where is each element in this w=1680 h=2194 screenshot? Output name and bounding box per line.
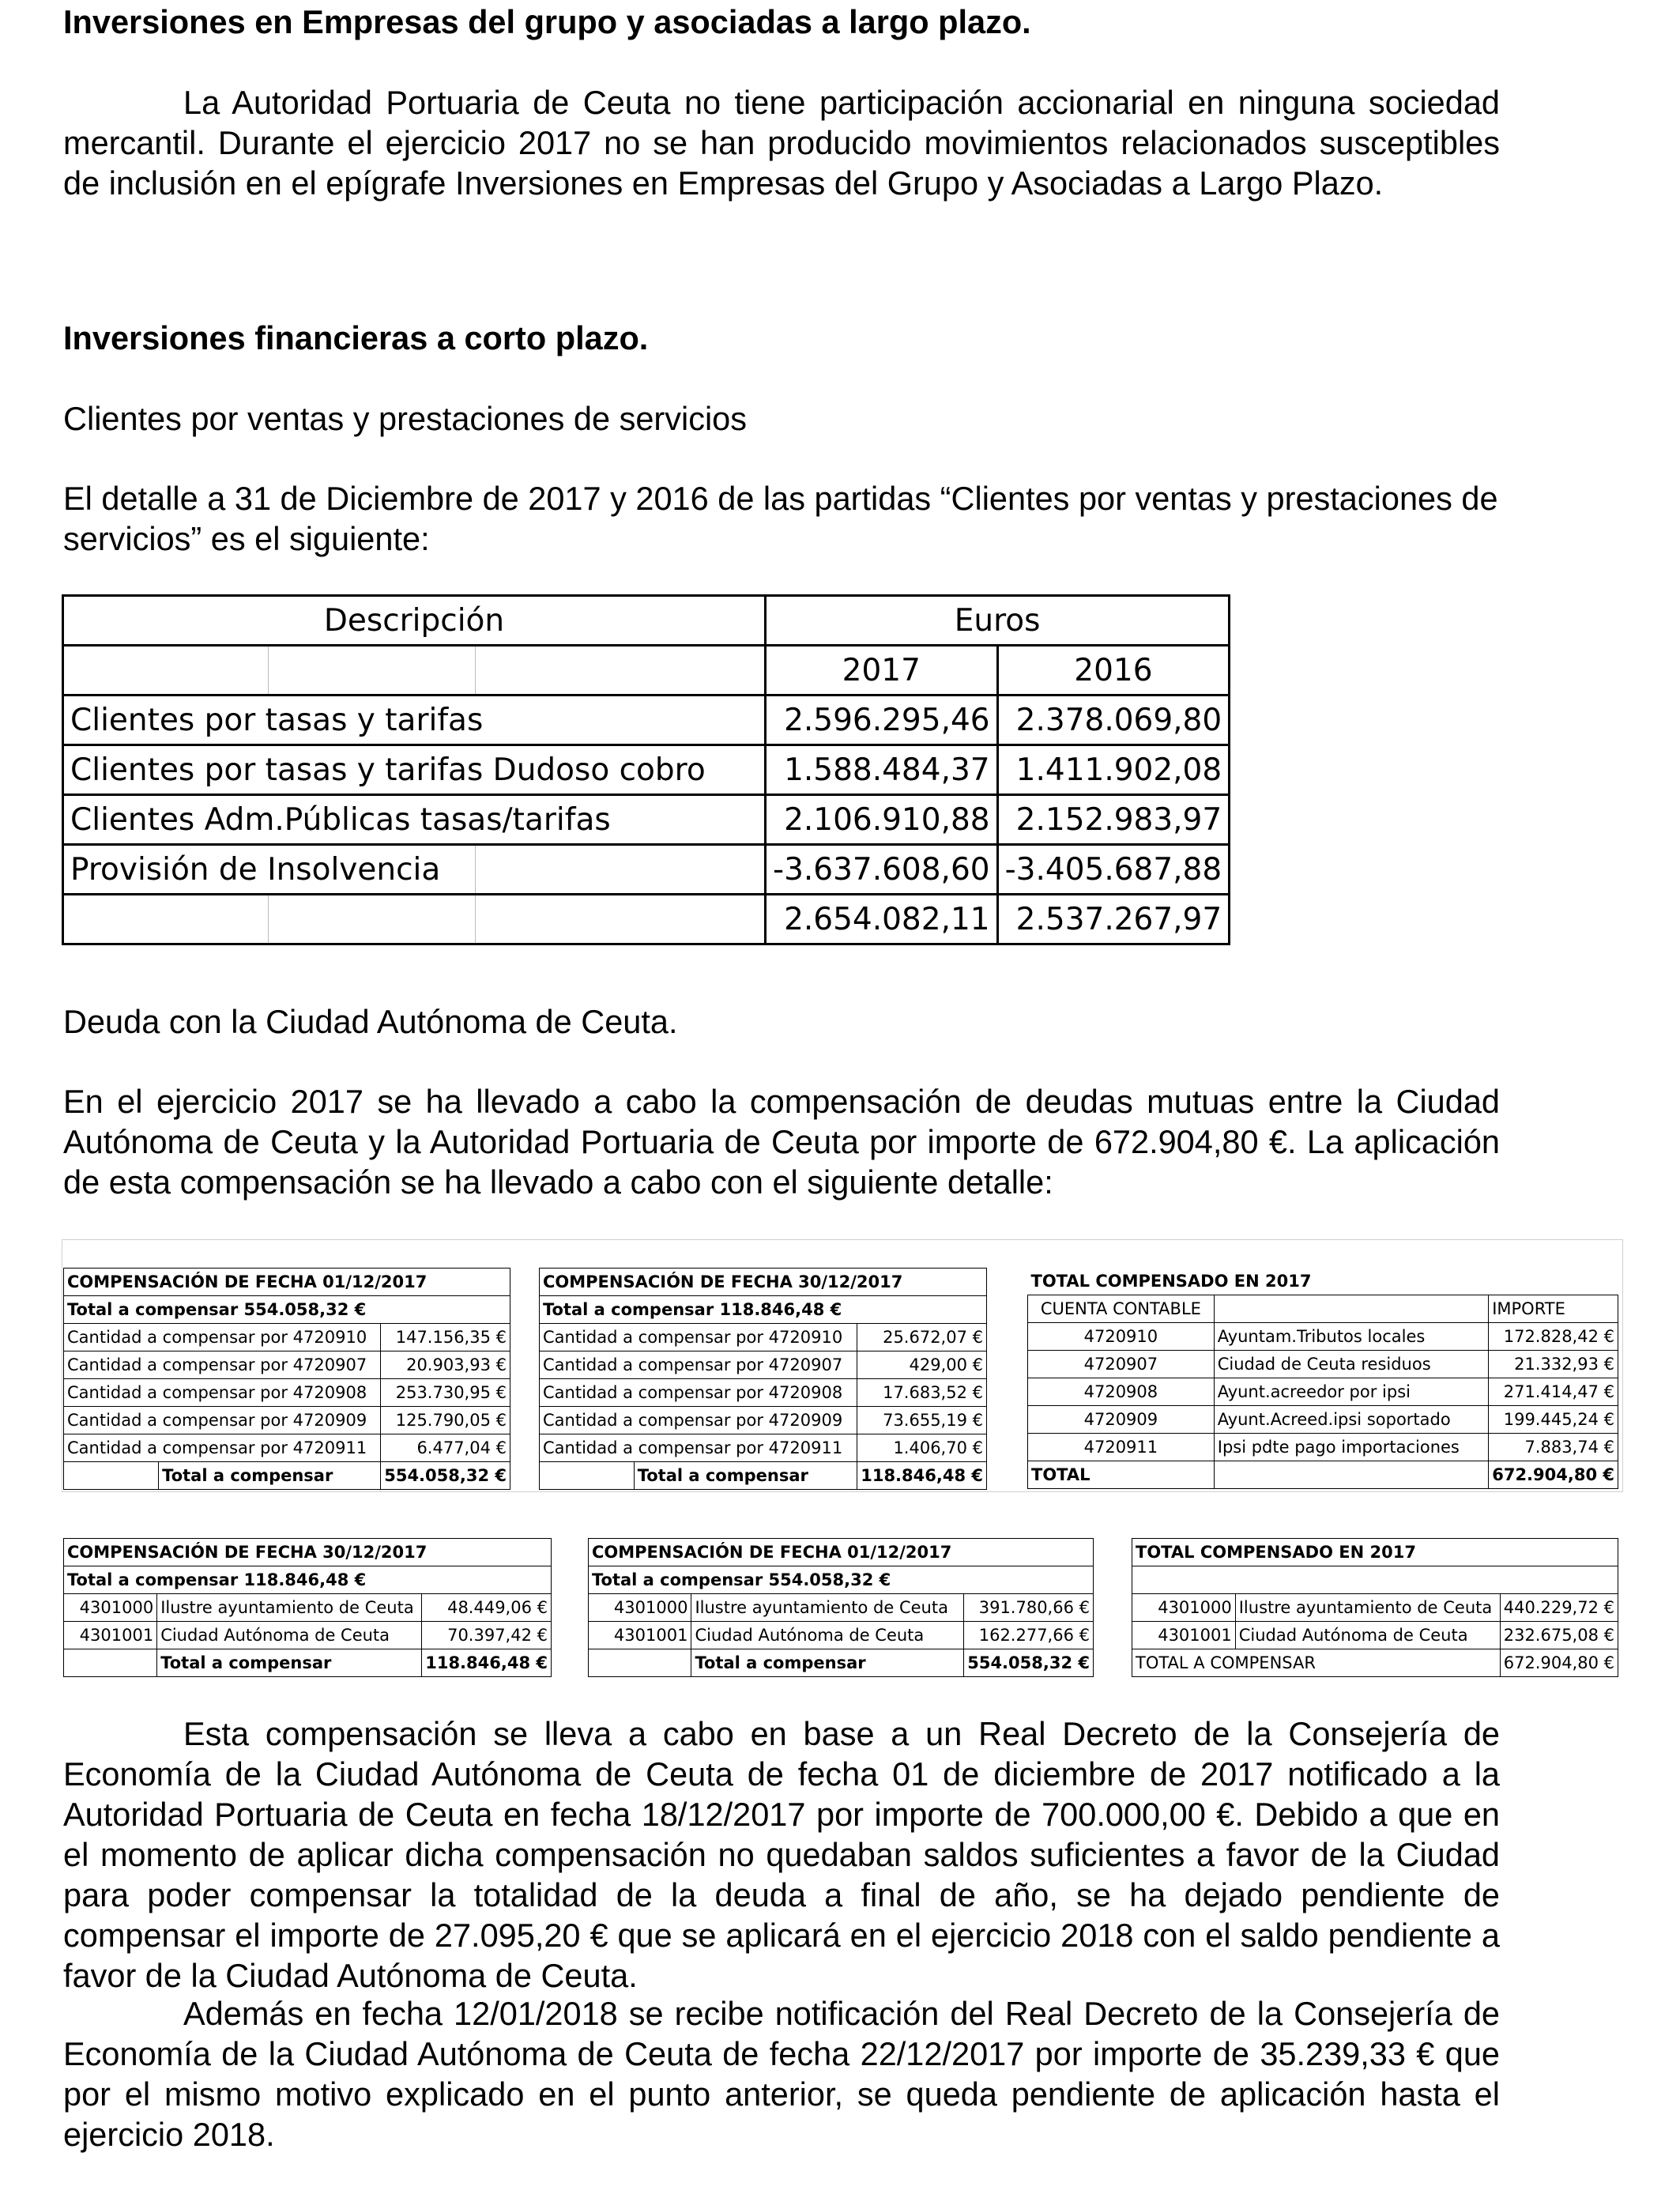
table-total-row bbox=[540, 1462, 987, 1490]
table-row bbox=[540, 1351, 987, 1379]
table-title: COMPENSACIÓN DE FECHA 30/12/2017 bbox=[540, 1269, 987, 1296]
table-subtitle: Total a compensar 118.846,48 € bbox=[64, 1566, 552, 1594]
compensation-table-30-12-2017 bbox=[539, 1268, 987, 1490]
row-account: 4301001 bbox=[589, 1622, 691, 1649]
table-row bbox=[64, 1434, 510, 1462]
table-row bbox=[1028, 1378, 1618, 1406]
col-cuenta-contable: CUENTA CONTABLE bbox=[1028, 1295, 1215, 1323]
row-value: 48.449,06 € bbox=[422, 1594, 552, 1622]
heading-inversiones-empresas: Inversiones en Empresas del grupo y asociadas a largo plazo. bbox=[63, 3, 1031, 40]
compensation-table-01-12-2017 bbox=[63, 1268, 510, 1490]
row-value: 73.655,19 € bbox=[857, 1407, 987, 1434]
row-desc: Ilustre ayuntamiento de Ceuta bbox=[157, 1594, 422, 1622]
subheading-clientes: Clientes por ventas y prestaciones de servicios bbox=[63, 400, 747, 437]
row-account: 4720908 bbox=[1028, 1378, 1215, 1406]
table-row bbox=[64, 1407, 510, 1434]
total-compensated-accounts-table bbox=[1027, 1268, 1618, 1489]
compensation-ciudad-table-30-12-2017 bbox=[63, 1538, 552, 1677]
table-title: TOTAL COMPENSADO EN 2017 bbox=[1028, 1268, 1618, 1295]
row-account: 4720909 bbox=[1028, 1406, 1215, 1434]
table-subtitle: Total a compensar 118.846,48 € bbox=[540, 1296, 987, 1324]
col-importe: IMPORTE bbox=[1489, 1295, 1618, 1323]
row-label: Clientes por tasas y tarifas bbox=[63, 696, 766, 745]
row-desc: Ipsi pdte pago importaciones bbox=[1214, 1434, 1488, 1461]
empty-cell bbox=[64, 1649, 157, 1677]
row-value: 391.780,66 € bbox=[964, 1594, 1094, 1622]
table-row bbox=[64, 1379, 510, 1407]
empty-cell bbox=[476, 845, 766, 895]
table-row bbox=[64, 1594, 552, 1622]
table-total-row bbox=[1132, 1649, 1618, 1677]
heading-inversiones-corto-plazo: Inversiones financieras a corto plazo. bbox=[63, 319, 649, 356]
table-header-row bbox=[1028, 1295, 1618, 1323]
row-value: 199.445,24 € bbox=[1489, 1406, 1618, 1434]
row-label: Clientes Adm.Públicas tasas/tarifas bbox=[63, 795, 766, 845]
row-value: 7.883,74 € bbox=[1489, 1434, 1618, 1461]
row-label: Cantidad a compensar por 4720909 bbox=[64, 1407, 381, 1434]
total-2017: 2.654.082,11 bbox=[766, 895, 998, 944]
table-year-row bbox=[63, 646, 1230, 696]
row-value: 1.406,70 € bbox=[857, 1434, 987, 1462]
total-value: 554.058,32 € bbox=[964, 1649, 1094, 1677]
table-row bbox=[540, 1324, 987, 1351]
compensation-ciudad-table-01-12-2017 bbox=[588, 1538, 1094, 1677]
table-title: COMPENSACIÓN DE FECHA 01/12/2017 bbox=[589, 1539, 1094, 1566]
row-desc: Ciudad Autónoma de Ceuta bbox=[691, 1622, 964, 1649]
row-label: Cantidad a compensar por 4720908 bbox=[540, 1379, 857, 1407]
row-value: 125.790,05 € bbox=[381, 1407, 510, 1434]
empty-cell bbox=[476, 646, 766, 696]
col-descripcion: Descripción bbox=[63, 596, 766, 646]
col-year-2016: 2016 bbox=[997, 646, 1230, 696]
row-label: Provisión de Insolvencia bbox=[63, 845, 476, 895]
row-desc: Ayuntam.Tributos locales bbox=[1214, 1323, 1488, 1351]
table-row bbox=[64, 1622, 552, 1649]
paragraph-real-decreto-2: Además en fecha 12/01/2018 se recibe notificación del Real Decreto de la Consejería de Economía de la Ciudad Autónoma de Ceuta de fecha 22/12/2017 por importe de 35.239,33 € que por el mismo motivo explicado en el punto anterior, se queda pendiente de aplicación hasta el ejercicio 2018. bbox=[63, 1995, 1500, 2153]
row-value-2017: 1.588.484,37 bbox=[766, 745, 998, 795]
paragraph-participacion: La Autoridad Portuaria de Ceuta no tiene participación accionarial en ninguna sociedad mercantil. Durante el ejercicio 2017 no se han producido movimientos relacionados susceptibles de inclusión en el epígrafe Inversiones en Empresas del Grupo y Asociadas a Largo Plazo. bbox=[63, 84, 1500, 202]
row-label: Clientes por tasas y tarifas Dudoso cobro bbox=[63, 745, 766, 795]
table-subtitle: Total a compensar 554.058,32 € bbox=[589, 1566, 1094, 1594]
paragraph-real-decreto-1: Esta compensación se lleva a cabo en base a un Real Decreto de la Consejería de Economía de la Ciudad Autónoma de Ceuta de fecha 01 de diciembre de 2017 notificado a la Autoridad Portuaria de Ceuta en fecha 18/12/2017 por importe de 700.000,00 €. Debido a que en el momento de aplicar dicha compensación no quedaban saldos suficientes a favor de la Ciudad para poder compensar la totalidad de la deuda a final de año, se ha dejado pendiente de compensar el importe de 27.095,20 € que se aplicará en el ejercicio 2018 con el saldo pendiente a favor de la Ciudad Autónoma de Ceuta. bbox=[63, 1715, 1500, 1994]
row-value-2017: -3.637.608,60 bbox=[766, 845, 998, 895]
empty-cell bbox=[1214, 1295, 1488, 1323]
paragraph-detalle-clientes: El detalle a 31 de Diciembre de 2017 y 2016 de las partidas “Clientes por ventas y prestaciones de servicios” es el siguiente: bbox=[63, 480, 1498, 557]
total-label: TOTAL A COMPENSAR bbox=[1132, 1649, 1501, 1677]
row-label: Cantidad a compensar por 4720911 bbox=[64, 1434, 381, 1462]
row-account: 4720910 bbox=[1028, 1323, 1215, 1351]
table-row bbox=[540, 1379, 987, 1407]
row-value: 70.397,42 € bbox=[422, 1622, 552, 1649]
table-total-row bbox=[64, 1462, 510, 1490]
row-label: Cantidad a compensar por 4720910 bbox=[540, 1324, 857, 1351]
row-value-2016: 2.378.069,80 bbox=[997, 696, 1230, 745]
table-row bbox=[540, 1407, 987, 1434]
empty-cell bbox=[589, 1649, 691, 1677]
row-account: 4720907 bbox=[1028, 1351, 1215, 1378]
table-row bbox=[63, 795, 1230, 845]
row-value: 20.903,93 € bbox=[381, 1351, 510, 1379]
row-label: Cantidad a compensar por 4720908 bbox=[64, 1379, 381, 1407]
row-value-2016: -3.405.687,88 bbox=[997, 845, 1230, 895]
table-row bbox=[1028, 1351, 1618, 1378]
row-desc: Ciudad de Ceuta residuos bbox=[1214, 1351, 1488, 1378]
row-desc: Ciudad Autónoma de Ceuta bbox=[1235, 1622, 1500, 1649]
empty-cell bbox=[63, 646, 269, 696]
row-account: 4301000 bbox=[589, 1594, 691, 1622]
row-label: Cantidad a compensar por 4720911 bbox=[540, 1434, 857, 1462]
row-value: 172.828,42 € bbox=[1489, 1323, 1618, 1351]
table-header-row bbox=[63, 596, 1230, 646]
table-row bbox=[63, 745, 1230, 795]
row-account: 4301001 bbox=[1132, 1622, 1236, 1649]
table-total-row bbox=[64, 1649, 552, 1677]
total-label: Total a compensar bbox=[157, 1649, 422, 1677]
col-euros: Euros bbox=[766, 596, 1230, 646]
total-label: Total a compensar bbox=[691, 1649, 964, 1677]
col-year-2017: 2017 bbox=[766, 646, 998, 696]
row-value-2017: 2.596.295,46 bbox=[766, 696, 998, 745]
table-row bbox=[1028, 1434, 1618, 1461]
row-desc: Ciudad Autónoma de Ceuta bbox=[157, 1622, 422, 1649]
table-subtitle: Total a compensar 554.058,32 € bbox=[64, 1296, 510, 1324]
table-row bbox=[63, 845, 1230, 895]
row-value: 25.672,07 € bbox=[857, 1324, 987, 1351]
total-label: TOTAL bbox=[1028, 1461, 1215, 1489]
row-desc: Ilustre ayuntamiento de Ceuta bbox=[1235, 1594, 1500, 1622]
table-row bbox=[1028, 1323, 1618, 1351]
table-total-row bbox=[589, 1649, 1094, 1677]
row-value: 6.477,04 € bbox=[381, 1434, 510, 1462]
table-title: TOTAL COMPENSADO EN 2017 bbox=[1132, 1539, 1618, 1566]
row-desc: Ayunt.Acreed.ipsi soportado bbox=[1214, 1406, 1488, 1434]
empty-cell bbox=[269, 895, 476, 944]
table-row bbox=[540, 1434, 987, 1462]
row-account: 4301001 bbox=[64, 1622, 157, 1649]
row-desc: Ayunt.acreedor por ipsi bbox=[1214, 1378, 1488, 1406]
row-value: 147.156,35 € bbox=[381, 1324, 510, 1351]
row-value: 440.229,72 € bbox=[1500, 1594, 1618, 1622]
table-total-row bbox=[1028, 1461, 1618, 1489]
total-label: Total a compensar bbox=[634, 1462, 857, 1490]
total-value: 672.904,80 € bbox=[1500, 1649, 1618, 1677]
table-row bbox=[64, 1324, 510, 1351]
table-row bbox=[589, 1594, 1094, 1622]
row-value-2017: 2.106.910,88 bbox=[766, 795, 998, 845]
table-row bbox=[1132, 1622, 1618, 1649]
row-label: Cantidad a compensar por 4720907 bbox=[64, 1351, 381, 1379]
table-row bbox=[1132, 1594, 1618, 1622]
row-label: Cantidad a compensar por 4720910 bbox=[64, 1324, 381, 1351]
total-value: 672.904,80 € bbox=[1489, 1461, 1618, 1489]
row-value: 162.277,66 € bbox=[964, 1622, 1094, 1649]
row-value-2016: 2.152.983,97 bbox=[997, 795, 1230, 845]
table-row bbox=[1028, 1406, 1618, 1434]
empty-cell bbox=[269, 646, 476, 696]
total-compensated-ciudad-table bbox=[1132, 1538, 1618, 1677]
total-2016: 2.537.267,97 bbox=[997, 895, 1230, 944]
total-value: 554.058,32 € bbox=[381, 1462, 510, 1490]
row-value: 253.730,95 € bbox=[381, 1379, 510, 1407]
total-value: 118.846,48 € bbox=[857, 1462, 987, 1490]
row-value: 271.414,47 € bbox=[1489, 1378, 1618, 1406]
row-account: 4301000 bbox=[64, 1594, 157, 1622]
row-desc: Ilustre ayuntamiento de Ceuta bbox=[691, 1594, 964, 1622]
table-total-row bbox=[63, 895, 1230, 944]
paragraph-compensacion: En el ejercicio 2017 se ha llevado a cabo la compensación de deudas mutuas entre la Ciudad Autónoma de Ceuta y la Autoridad Portuaria de Ceuta por importe de 672.904,80 €. La aplicación de esta compensación se ha llevado a cabo con el siguiente detalle: bbox=[63, 1083, 1500, 1201]
subheading-deuda-ciudad: Deuda con la Ciudad Autónoma de Ceuta. bbox=[63, 1003, 678, 1040]
row-value: 21.332,93 € bbox=[1489, 1351, 1618, 1378]
row-value-2016: 1.411.902,08 bbox=[997, 745, 1230, 795]
clients-table bbox=[62, 594, 1230, 945]
empty-cell bbox=[540, 1462, 635, 1490]
row-value: 429,00 € bbox=[857, 1351, 987, 1379]
row-account: 4720911 bbox=[1028, 1434, 1215, 1461]
empty-cell bbox=[1132, 1566, 1618, 1594]
table-row bbox=[63, 696, 1230, 745]
row-account: 4301000 bbox=[1132, 1594, 1236, 1622]
total-value: 118.846,48 € bbox=[422, 1649, 552, 1677]
total-label: Total a compensar bbox=[159, 1462, 381, 1490]
table-title: COMPENSACIÓN DE FECHA 01/12/2017 bbox=[64, 1269, 510, 1296]
row-label: Cantidad a compensar por 4720907 bbox=[540, 1351, 857, 1379]
empty-cell bbox=[476, 895, 766, 944]
table-row bbox=[64, 1351, 510, 1379]
empty-cell bbox=[63, 895, 269, 944]
empty-cell bbox=[64, 1462, 159, 1490]
row-label: Cantidad a compensar por 4720909 bbox=[540, 1407, 857, 1434]
empty-cell bbox=[1214, 1461, 1488, 1489]
row-value: 232.675,08 € bbox=[1500, 1622, 1618, 1649]
table-row bbox=[589, 1622, 1094, 1649]
row-value: 17.683,52 € bbox=[857, 1379, 987, 1407]
table-title: COMPENSACIÓN DE FECHA 30/12/2017 bbox=[64, 1539, 552, 1566]
